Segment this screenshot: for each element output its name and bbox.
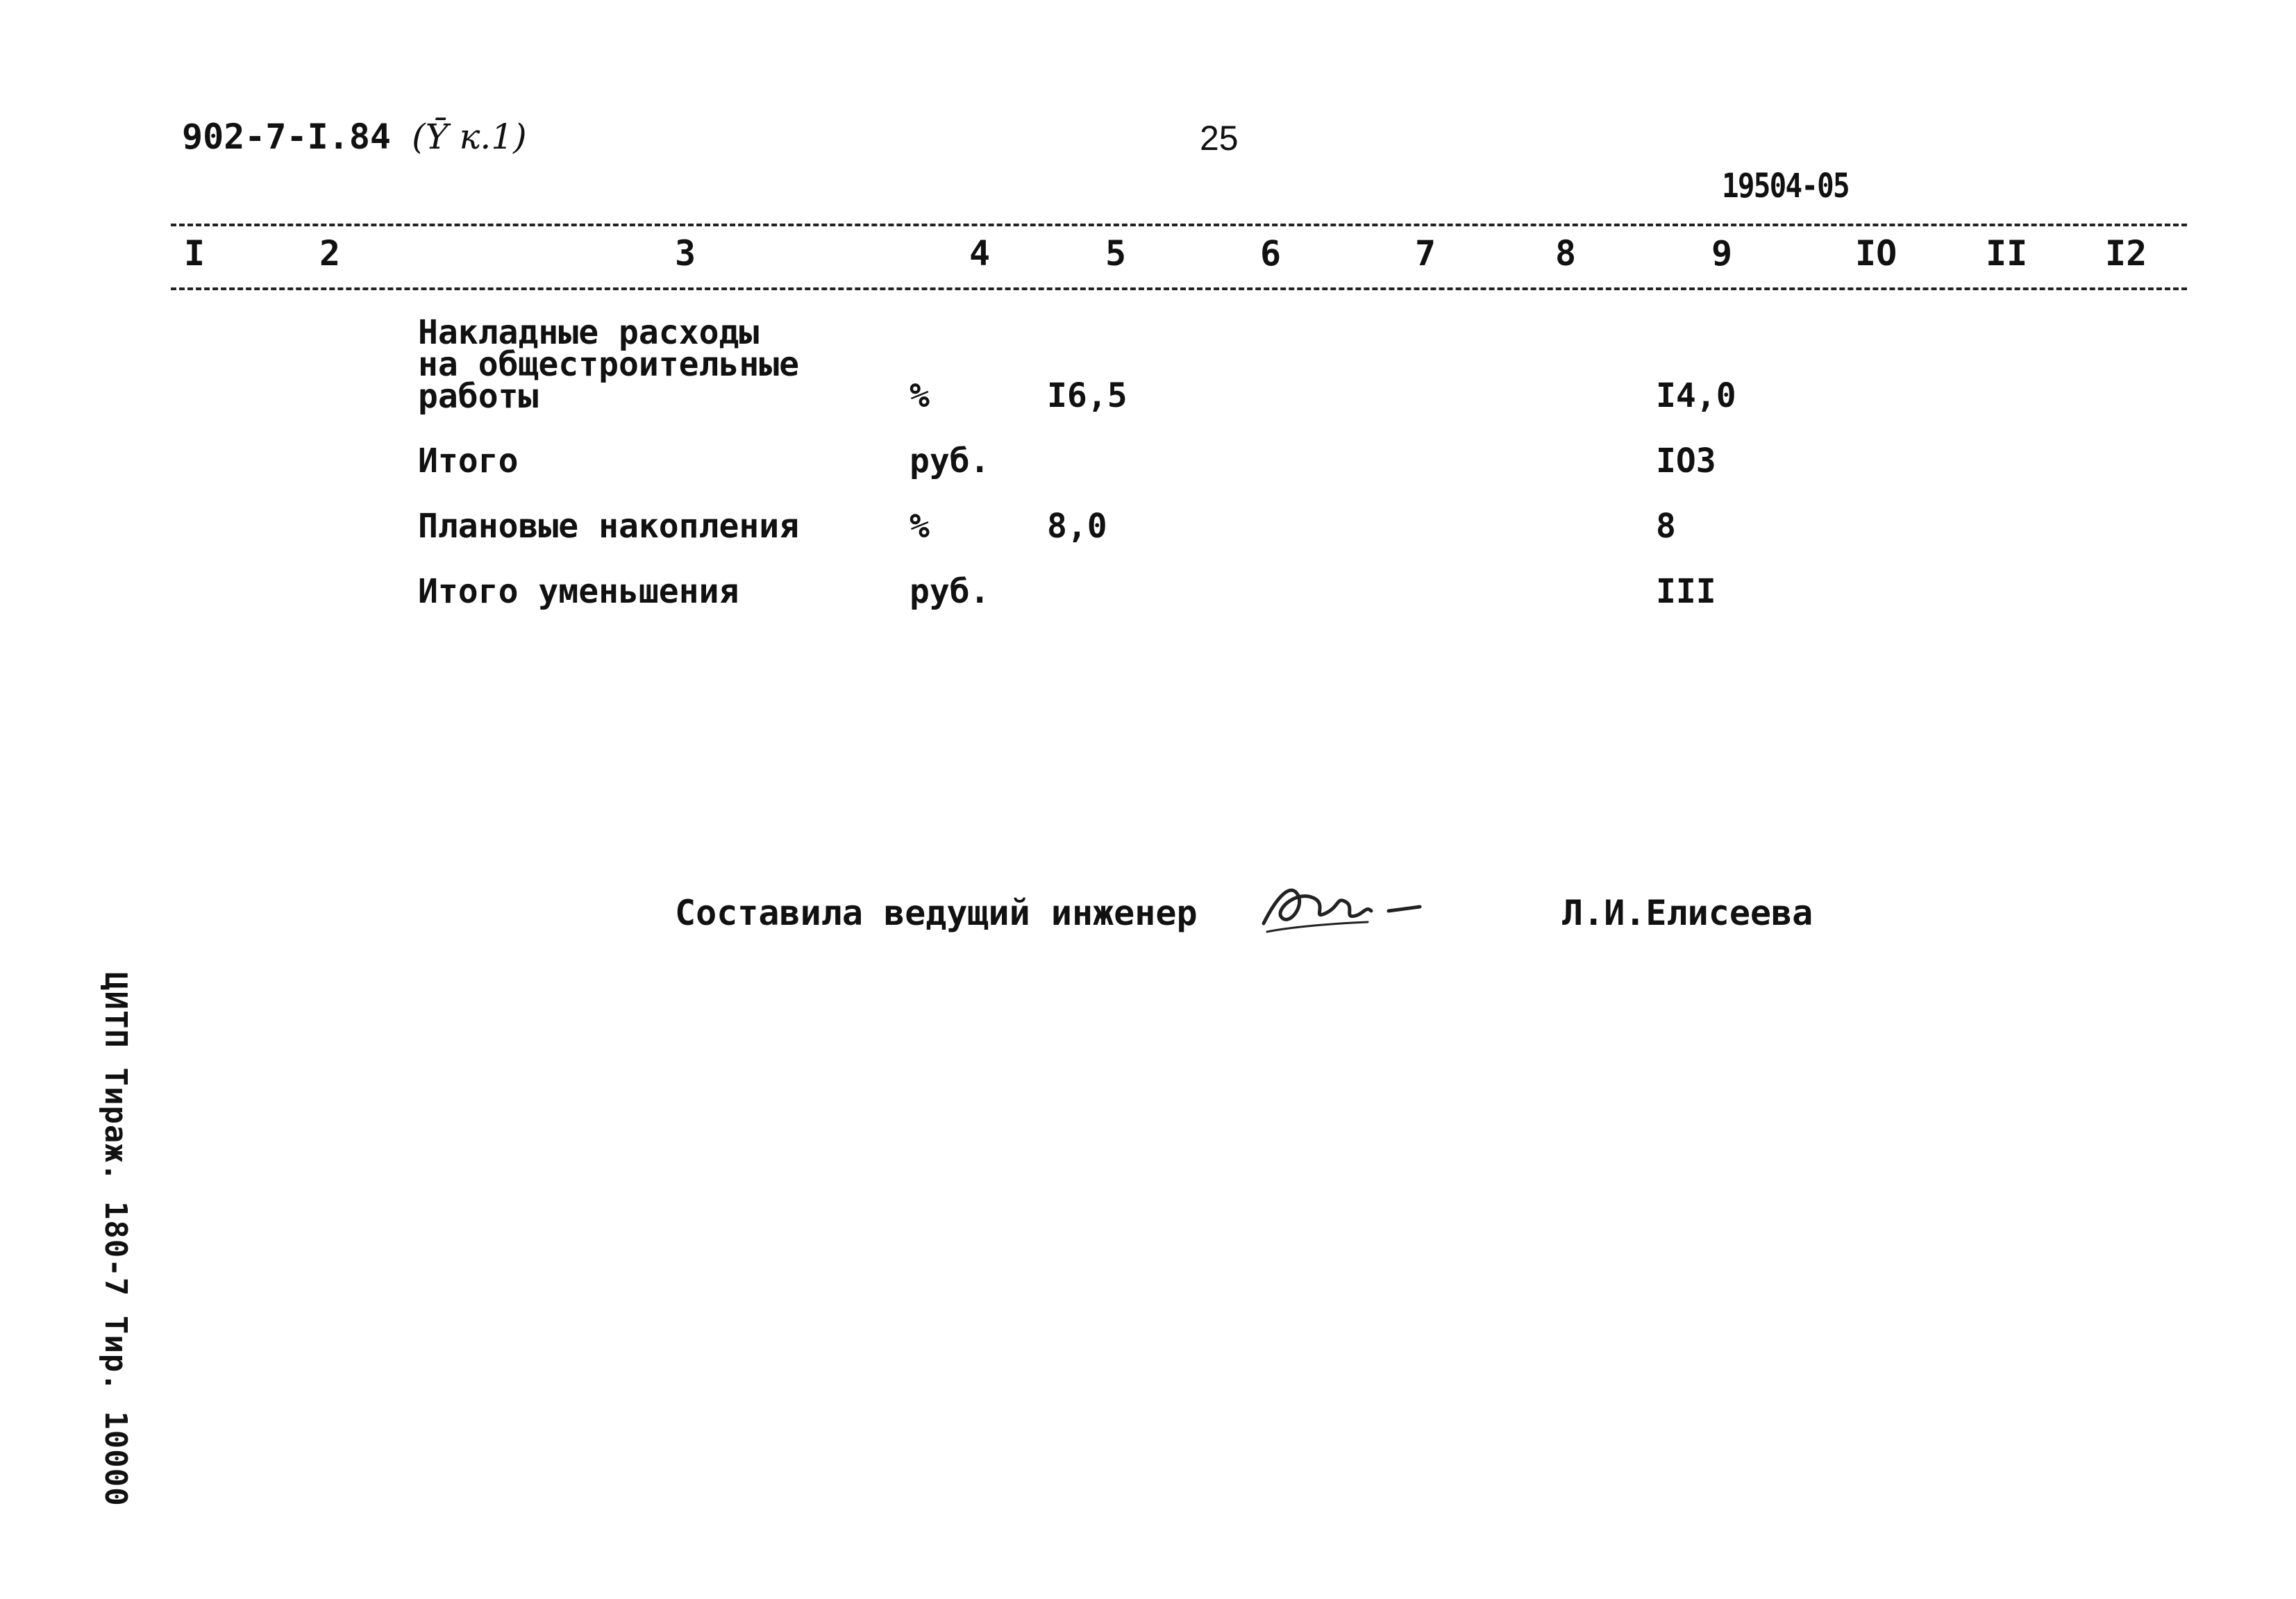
row-name-line: работы (418, 377, 539, 416)
column-header-12: I2 (2105, 233, 2147, 274)
column-header-6: 6 (1260, 233, 1282, 274)
column-header-5: 5 (1105, 233, 1127, 274)
column-header-11: II (1986, 233, 2028, 274)
column-header-2: 2 (319, 233, 341, 274)
print-run-stamp: ЦИТП Тираж. 180-7 Тир. 10000 (98, 972, 133, 1507)
row-name-line: Накладные расходы (418, 313, 760, 352)
column-header-7: 7 (1415, 233, 1436, 274)
column-header-8: 8 (1555, 233, 1577, 274)
page-number: 25 (1200, 119, 1239, 158)
column-header-1: I (184, 233, 206, 274)
table-row-total-decrease-unit: руб. (910, 572, 990, 611)
document-code (182, 117, 527, 157)
document-code-note: (Ȳ к.1) (412, 117, 527, 157)
table-row-total-value: IO3 (1656, 442, 1716, 480)
table-row-overhead-unit: % (910, 376, 930, 415)
signatory-name: Л.И.Елисеева (1562, 893, 1813, 933)
table-row-planned-value: 8 (1656, 507, 1676, 546)
table-row-total-decrease-value: III (1656, 572, 1716, 611)
signature-label: Составила ведущий инженер (675, 893, 1198, 933)
column-header-10: IO (1855, 233, 1897, 274)
document-code-number: 902-7-I.84 (182, 117, 392, 157)
table-row-planned-unit: % (910, 507, 930, 546)
column-header-3: 3 (675, 233, 696, 274)
table-row-overhead-value: I4,0 (1656, 376, 1736, 415)
column-header-4: 4 (969, 233, 991, 274)
sheet-code: 19504-05 (1722, 167, 1849, 206)
table-top-rule (171, 224, 2187, 226)
column-header-9: 9 (1711, 233, 1733, 274)
table-header-bottom-rule (171, 287, 2187, 290)
table-row-total-name: Итого (418, 442, 519, 480)
handwritten-signature (1250, 868, 1444, 944)
table-row-planned-rate: 8,0 (1047, 507, 1107, 546)
table-row-overhead-rate: I6,5 (1047, 376, 1128, 415)
table-row-overhead-name (418, 313, 904, 416)
table-row-total-unit: руб. (910, 442, 990, 480)
table-row-planned-name: Плановые накопления (418, 507, 800, 546)
row-name-line: на общестроительные (418, 345, 800, 384)
table-row-total-decrease-name: Итого уменьшения (418, 572, 739, 611)
